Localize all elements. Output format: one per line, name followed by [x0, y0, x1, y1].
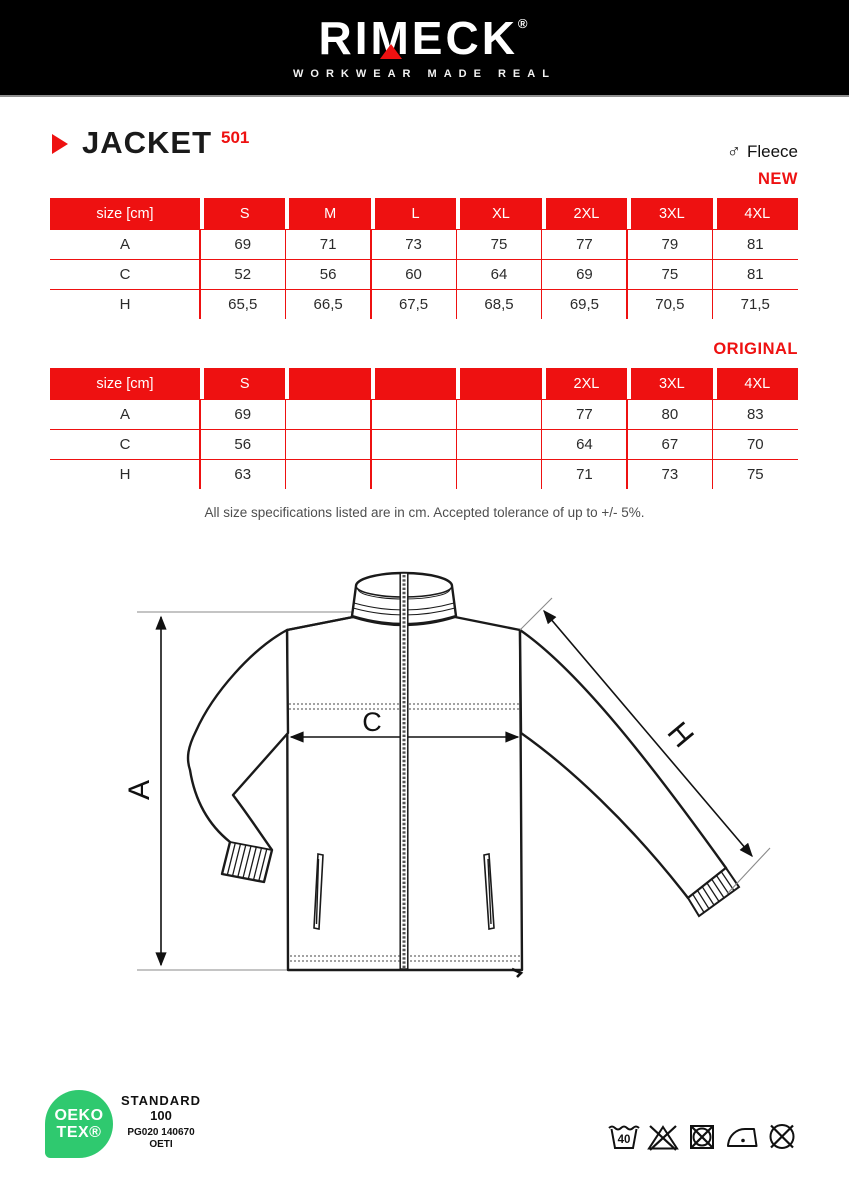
measurement-label: A [119, 406, 130, 423]
size-table-row [50, 229, 798, 259]
size-column-header: 3XL [627, 198, 712, 229]
size-column-header [456, 368, 541, 399]
size-column-header: 4XL [713, 368, 798, 399]
size-column-header: 2XL [542, 368, 627, 399]
oeko-tex-line1: OEKO [54, 1106, 104, 1124]
certification-text [118, 1093, 204, 1150]
size-column-header: L [371, 198, 456, 229]
size-value-cell: 56 [319, 266, 337, 283]
size-value-cell [371, 400, 456, 429]
size-value-cell: 69 [234, 406, 252, 423]
standard-number: 100 [150, 1108, 172, 1123]
size-table-row [50, 289, 798, 319]
size-note: All size specifications listed are in cm. Accepted tolerance of up to +/- 5%. [204, 505, 645, 520]
title-arrow-icon [52, 134, 68, 154]
measurement-label: C [119, 436, 131, 453]
table-grid-line [285, 229, 287, 319]
svg-text:40: 40 [617, 1134, 631, 1146]
size-table-new [50, 198, 798, 319]
size-value-cell: 83 [746, 406, 764, 423]
size-value-cell: 77 [576, 236, 593, 253]
size-value-cell [456, 460, 541, 489]
size-value-cell: 75 [661, 266, 679, 283]
table-grid-line [541, 399, 543, 489]
size-value-cell: 60 [405, 266, 422, 283]
size-column-header: XL [456, 198, 541, 229]
do-not-bleach-icon [646, 1120, 680, 1152]
size-table-header [50, 368, 798, 399]
table-grid-line [541, 229, 543, 319]
table-grid-line [199, 229, 201, 319]
size-column-header: M [285, 198, 370, 229]
size-value-cell: 64 [490, 266, 508, 283]
size-value-cell: 75 [746, 466, 764, 483]
size-table-body [50, 399, 798, 489]
male-gender-icon: ♂ [726, 141, 741, 162]
size-value-cell: 69 [576, 266, 593, 283]
table-grid-line [456, 399, 458, 489]
do-not-dry-clean-icon [765, 1120, 799, 1152]
category-row [727, 141, 798, 163]
size-unit-header-cell: size [cm] [50, 368, 200, 399]
standard-label: STANDARD [121, 1093, 201, 1108]
size-value-cell: 79 [661, 236, 679, 253]
size-column-header [285, 368, 370, 399]
table-grid-line [199, 399, 201, 489]
size-value-cell: 67 [661, 436, 679, 453]
size-value-cell [285, 430, 370, 459]
size-value-cell [456, 400, 541, 429]
size-column-header: S [200, 368, 285, 399]
size-value-cell: 64 [576, 436, 593, 453]
size-value-cell: 75 [490, 236, 508, 253]
table-grid-line [712, 399, 714, 489]
size-value-cell: 65,5 [228, 296, 258, 313]
brand-logo [318, 12, 531, 64]
dimension-label-h: H [660, 715, 700, 754]
brand-logo-left: RI [318, 12, 371, 64]
brand-tagline: WORKWEAR MADE REAL [293, 68, 556, 80]
size-value-cell: 63 [234, 466, 252, 483]
category-label: Fleece [746, 142, 798, 161]
care-symbols [607, 1120, 799, 1152]
new-badge: NEW [758, 170, 798, 188]
dimension-label-a: A [123, 779, 156, 801]
brand-header [0, 0, 849, 97]
size-table-row [50, 259, 798, 289]
wash-40-icon [607, 1120, 641, 1152]
size-unit-header-cell: size [cm] [50, 198, 200, 229]
size-value-cell [285, 400, 370, 429]
size-column-header [371, 368, 456, 399]
size-value-cell: 80 [661, 406, 679, 423]
size-column-header: S [200, 198, 285, 229]
size-column-header: 3XL [627, 368, 712, 399]
original-badge: ORIGINAL [713, 340, 798, 358]
size-value-cell: 66,5 [313, 296, 343, 313]
brand-logo-m: M [370, 12, 412, 64]
size-value-cell: 69,5 [569, 296, 600, 313]
measurement-label: H [119, 296, 131, 313]
size-column-header: 4XL [713, 198, 798, 229]
size-column-header: 2XL [542, 198, 627, 229]
size-table-row [50, 399, 798, 429]
size-value-cell: 71 [319, 236, 337, 253]
oeko-tex-line2: TEX® [56, 1124, 102, 1141]
size-value-cell: 73 [661, 466, 679, 483]
table-grid-line [456, 229, 458, 319]
size-value-cell: 71 [576, 466, 593, 483]
page-title: JACKET [82, 125, 213, 160]
dimension-label-c: C [362, 707, 382, 737]
size-value-cell [456, 430, 541, 459]
size-value-cell: 71,5 [740, 296, 770, 313]
size-value-cell: 77 [576, 406, 593, 423]
brand-triangle-icon [380, 44, 402, 59]
size-value-cell: 69 [234, 236, 252, 253]
oeko-tex-logo [45, 1090, 113, 1158]
table-grid-line [626, 229, 628, 319]
size-value-cell [371, 430, 456, 459]
table-grid-line [712, 229, 714, 319]
measurement-label: A [119, 236, 130, 253]
size-table-body [50, 229, 798, 319]
measurement-label: H [119, 466, 131, 483]
size-value-cell: 70 [746, 436, 764, 453]
size-table-row [50, 459, 798, 489]
h-extension-bottom [727, 848, 770, 894]
product-title-row [50, 127, 249, 158]
size-value-cell: 67,5 [398, 296, 429, 313]
brand-logo-right: ECK [411, 12, 518, 64]
size-value-cell: 70,5 [655, 296, 685, 313]
size-value-cell: 81 [746, 266, 764, 283]
size-value-cell: 52 [234, 266, 252, 283]
table-grid-line [370, 399, 372, 489]
size-table-header [50, 198, 798, 229]
size-value-cell [285, 460, 370, 489]
measurement-label: C [119, 266, 131, 283]
size-value-cell: 56 [234, 436, 252, 453]
size-value-cell: 68,5 [484, 296, 514, 313]
table-grid-line [626, 399, 628, 489]
sleeve-right [520, 630, 726, 898]
size-value-cell: 81 [746, 236, 764, 253]
do-not-tumble-dry-icon [685, 1120, 719, 1152]
size-table-row [50, 429, 798, 459]
size-table-original [50, 368, 798, 489]
iron-one-dot-icon [724, 1120, 760, 1152]
table-grid-line [370, 229, 372, 319]
certificate-code: PG020 140670 [127, 1127, 195, 1138]
size-value-cell: 73 [405, 236, 422, 253]
table-grid-line [285, 399, 287, 489]
registered-trademark: ® [517, 16, 531, 31]
product-code: 501 [221, 128, 250, 147]
jacket-diagram [0, 540, 849, 1000]
certificate-institute: OETI [149, 1139, 173, 1150]
size-value-cell [371, 460, 456, 489]
